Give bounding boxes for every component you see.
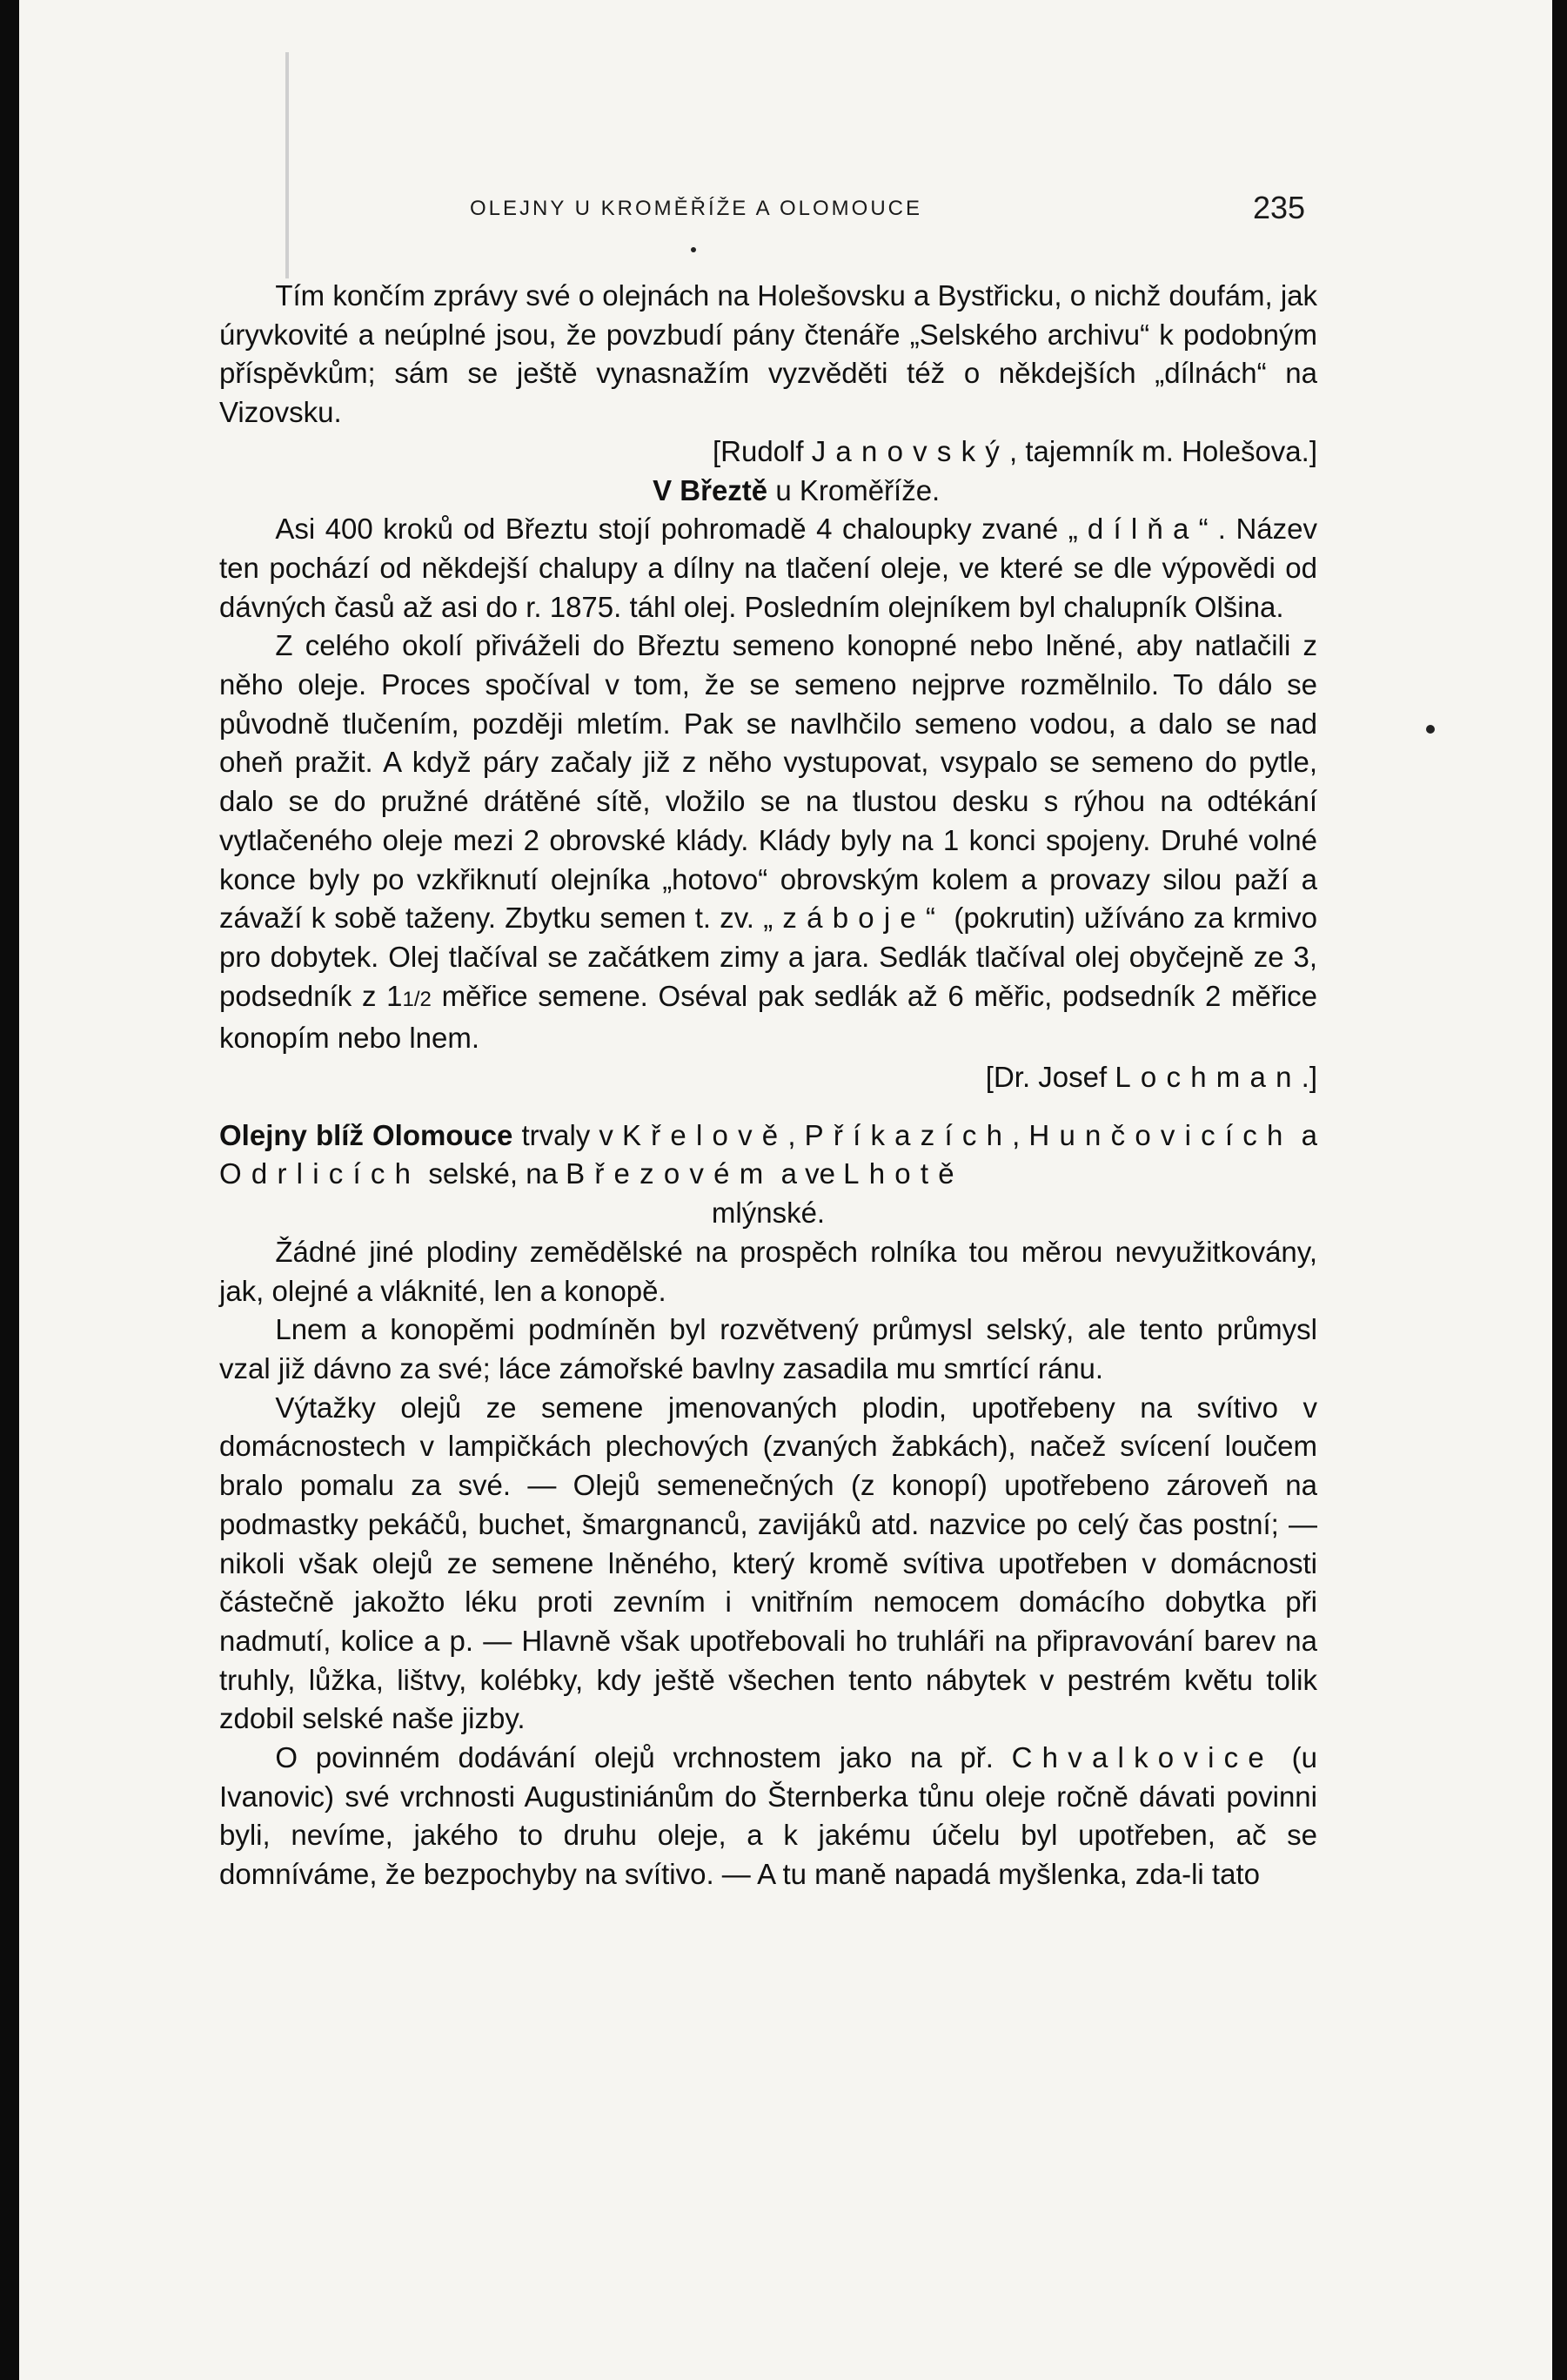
spaced-term: „dílňa“	[1068, 513, 1218, 546]
paragraph-povinne-dodavani	[219, 1739, 1317, 1894]
place-name: Chvalkovice	[1011, 1741, 1274, 1774]
place-name: Lhotě	[843, 1157, 964, 1190]
section-olomouc	[219, 1116, 1317, 1233]
spaced-term: „záboje“	[763, 902, 946, 935]
paragraph-text: (pokrutin) užíváno za krmivo pro dobytek. Olej tlačíval se začátkem zimy a jara. Sedlák tlačíval olej obyčejně ze 3, podsedník z 1	[219, 902, 1317, 1012]
place-name: Odrlicích	[219, 1157, 421, 1190]
heading-rest: u Kroměříže.	[767, 473, 941, 506]
page-number: 235	[1253, 190, 1306, 225]
section-text: selské, na	[420, 1157, 566, 1190]
section-bold-lead: Olejny blíž Olomouce	[219, 1118, 513, 1151]
heading-bold: V Březtě	[653, 473, 768, 506]
signature-name: Janovský	[811, 434, 1010, 467]
section-text: ,	[787, 1118, 805, 1151]
signature-open: [Dr. Josef	[985, 1061, 1115, 1094]
paragraph-holesovsko	[219, 277, 1317, 472]
paragraph-text: (u Ivanovic) své vrchnosti Augustiniánům do Šternberka tůnu oleje ročně dávati povinni byli, nevíme, jakého to druhu oleje, a k jakému účelu byl upotřeben, ač se domníváme, že bezpochyby na svítivo. — A tu maně napadá myšlenka, zda-li tato	[219, 1741, 1317, 1891]
section-text: a ve	[773, 1157, 844, 1190]
section-text: trvaly v	[512, 1118, 622, 1151]
ink-speck	[1426, 725, 1435, 734]
signature-close: .]	[1301, 1061, 1317, 1094]
section-text: a	[1292, 1118, 1318, 1151]
paragraph-prumysl: Lnem a konopěmi podmíněn byl rozvětvený průmysl selský, ale tento průmysl vzal již dávno za své; láce zámořské bavlny zasadila mu smrtící ránu.	[219, 1313, 1317, 1384]
scanned-page	[19, 0, 1552, 2380]
signature-open: [Rudolf	[712, 434, 812, 467]
signature-janovsky	[219, 432, 1317, 472]
paragraph-plodiny: Žádné jiné plodiny zemědělské na prospěch rolníka tou měrou nevyužitkovány, jak, olejné a vláknité, len a konopě.	[219, 1235, 1317, 1307]
place-name: Hunčovicích	[1028, 1118, 1293, 1151]
paragraph-text: Asi 400 kroků od Březtu stojí pohromadě 4 chaloupky zvané	[275, 513, 1068, 546]
paragraph-text: měřice semene. Oséval pak sedlák až 6 měřic, podsedník 2 měřice konopím nebo lnem.	[219, 979, 1317, 1055]
paragraph-dilna	[219, 510, 1317, 627]
signature-name: Lochman	[1115, 1061, 1302, 1094]
section-text: ,	[1012, 1118, 1029, 1151]
place-name: Březovém	[566, 1157, 773, 1190]
place-name: Křelově	[621, 1118, 788, 1151]
signature-close: , tajemník m. Holešova.]	[1009, 434, 1317, 467]
signature-lochman	[219, 1058, 1317, 1097]
paragraph-text: . Název ten pochází od někdejší chalupy a dílny na tlačení oleje, ve které se dle výpovědi od dávných časů až asi do r. 1875. táhl olej. Posledním olejníkem byl chalupník Olšina.	[219, 513, 1318, 623]
paragraph-text: O povinném dodávání olejů vrchnostem jako na př.	[275, 1741, 1012, 1774]
paragraph-text: Z celého okolí přiváželi do Březtu semeno konopné nebo lněné, aby natlačili z něho oleje. Proces spočíval v tom, že se semeno nejprve rozmělnilo. To dálo se původně tlučením, později mletím. Pak se navlhčilo semeno vodou, a dalo se nad oheň pražit. A když páry začaly již z něho vystupovat, vsypalo se semeno do pytle, dalo se do pružné drátěné sítě, vložilo se na tlustou desku s rýhou na odtékání vytlačeného oleje mezi 2 obrovské klády. Klády byly na 1 konci spojeny. Druhé volné konce byly po vzkřiknutí olejníka „hotovo“ obrovským kolem a provazy silou paží a závaží k sobě taženy. Zbytku semen t. zv.	[219, 629, 1317, 935]
place-name: Příkazích	[804, 1118, 1013, 1151]
fraction: 1/2	[402, 987, 432, 1011]
paragraph-text: Tím končím zprávy své o olejnách na Holešovsku a Bystřicku, o nichž doufám, jak úryvkovité a neúplné jsou, že povzbudí pány čtenáře „Selského archivu“ k podobným příspěvkům; sám se ještě vynasnažím vyzvěděti též o někdejších „dílnách“ na Vizovsku.	[219, 279, 1318, 429]
section-heading-brestie	[219, 472, 1317, 511]
binding-edge-line	[285, 52, 289, 278]
ink-speck	[691, 247, 696, 252]
section-text-centered: mlýnské.	[711, 1197, 826, 1230]
body-text	[219, 277, 1317, 1894]
running-title: OLEJNY U KROMĚŘÍŽE A OLOMOUCE	[470, 197, 922, 220]
paragraph-vytazky: Výtažky olejů ze semene jmenovaných plodin, upotřebeny na svítivo v domácnostech v lampičkách plechových (zvaných žabkách), načež svícení loučem bralo pomalu za své. — Olejů semenečných (z konopí) upotřebeno zároveň na podmastky pekáčů, buchet, šmargnanců, zavijáků atd. nazvice po celý čas postní; — nikoli však olejů ze semene lněného, který kromě svítiva upotřeben v domácnosti částečně jakožto léku proti zevním i vnitřním nemocem domácího dobytka při nadmutí, kolice a p. — Hlavně však upotřebovali ho truhláři na připravování barev na truhly, lůžka, lištvy, kolébky, kdy ještě všechen tento nábytek v pestrém květu tolik zdobil selské naše jizby.	[219, 1391, 1317, 1735]
paragraph-process	[219, 627, 1317, 1096]
